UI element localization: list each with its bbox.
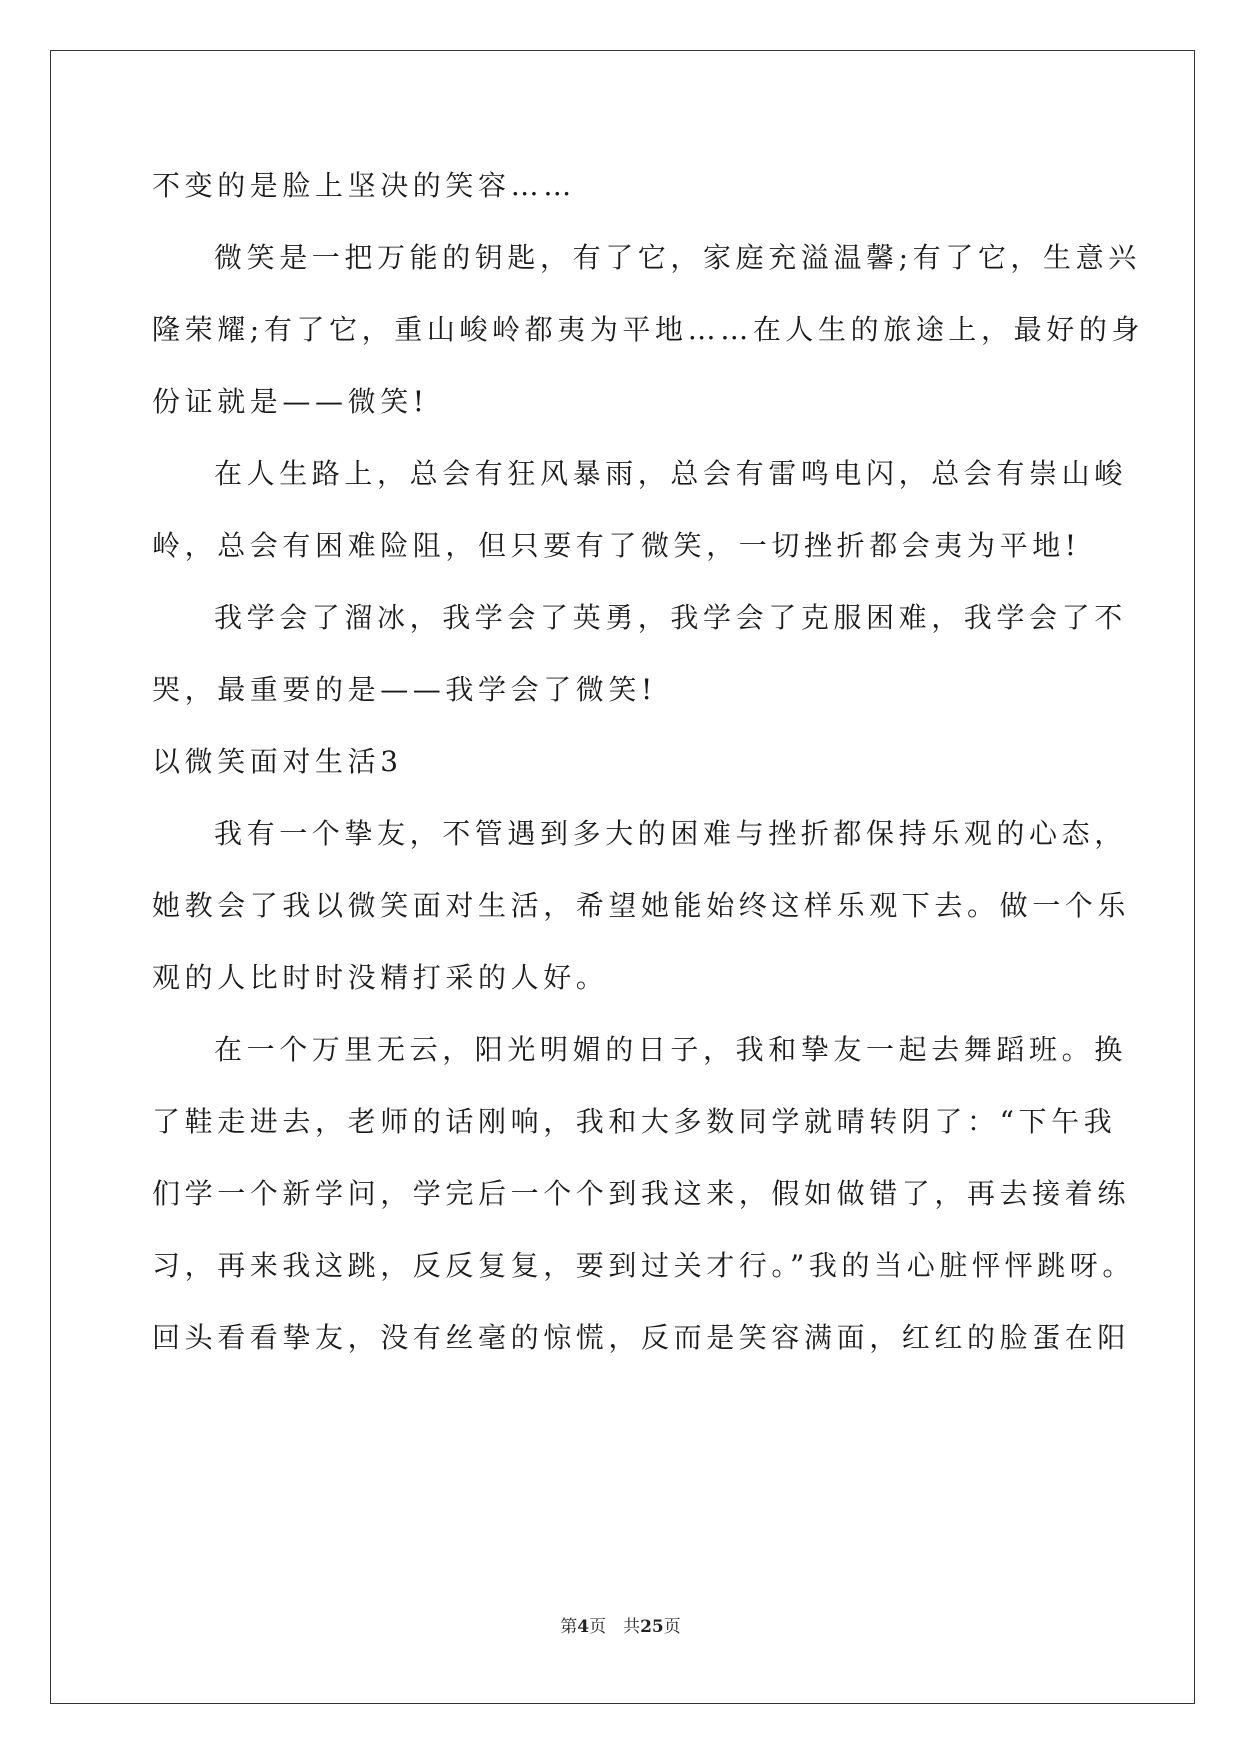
- footer-suffix: 页: [663, 1617, 681, 1637]
- section-heading: 以微笑面对生活3: [152, 745, 403, 778]
- footer-prefix: 第: [560, 1617, 578, 1637]
- text-line: 观的人比时时没精打采的人好。: [152, 961, 609, 994]
- text-line: 了鞋走进去，老师的话刚响，我和大多数同学就晴转阴了：“下午我: [152, 1105, 1117, 1138]
- text-line: 我有一个挚友，不管遇到多大的困难与挫折都保持乐观的心态，: [214, 817, 1127, 850]
- text-line: 我学会了溜冰，我学会了英勇，我学会了克服困难，我学会了不: [214, 601, 1127, 634]
- text-line: 回头看看挚友，没有丝毫的惊慌，反而是笑容满面，红红的脸蛋在阳: [152, 1321, 1131, 1354]
- text-line: 习，再来我这跳，反反复复，要到过关才行。”我的当心脏怦怦跳呀。: [152, 1249, 1135, 1282]
- text-line: 在一个万里无云，阳光明媚的日子，我和挚友一起去舞蹈班。换: [214, 1033, 1127, 1066]
- footer-mid: 页 共: [589, 1617, 641, 1637]
- text-line: 隆荣耀;有了它，重山峻岭都夷为平地……在人生的旅途上，最好的身: [152, 313, 1145, 346]
- page-footer: [0, 1615, 1241, 1639]
- page-total: 25: [640, 1617, 664, 1637]
- text-line: 哭，最重要的是——我学会了微笑!: [152, 673, 657, 706]
- text-line: 在人生路上，总会有狂风暴雨，总会有雷鸣电闪，总会有崇山峻: [214, 457, 1127, 490]
- text-line: 份证就是——微笑!: [152, 385, 429, 418]
- page-border: [50, 50, 1195, 1704]
- text-line: 她教会了我以微笑面对生活，希望她能始终这样乐观下去。做一个乐: [152, 889, 1131, 922]
- page-number: 4: [577, 1617, 590, 1637]
- text-line: 们学一个新学问，学完后一个个到我这来，假如做错了，再去接着练: [152, 1177, 1131, 1210]
- text-line: 岭，总会有困难险阻，但只要有了微笑，一切挫折都会夷为平地!: [152, 529, 1081, 562]
- text-line: 微笑是一把万能的钥匙，有了它，家庭充溢温馨;有了它，生意兴: [214, 241, 1141, 274]
- text-line: 不变的是脸上坚决的笑容……: [152, 169, 576, 202]
